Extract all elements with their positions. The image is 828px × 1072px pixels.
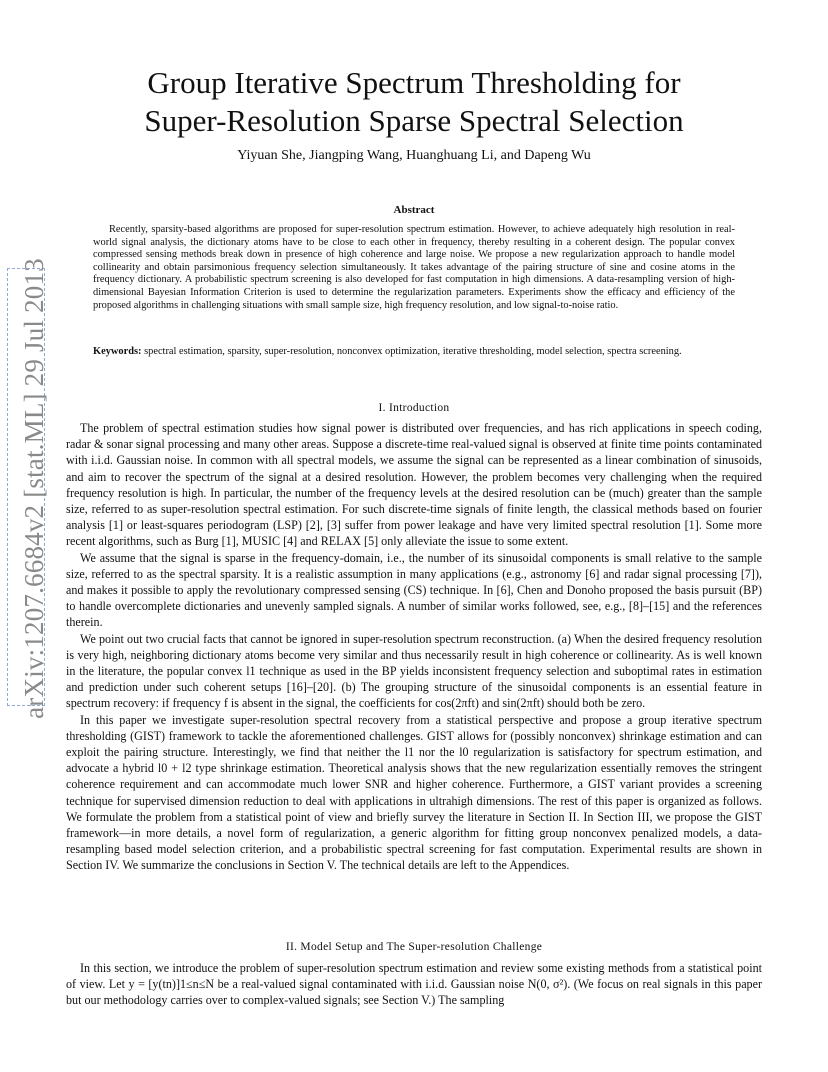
title-line-2: Super-Resolution Sparse Spectral Selection — [144, 103, 684, 138]
author-list: Yiyuan She, Jiangping Wang, Huanghuang Li, and Dapeng Wu — [237, 148, 591, 163]
keywords-text: spectral estimation, sparsity, super-resolution, nonconvex optimization, iterative thresholding, model selection, spectra screening. — [144, 346, 682, 357]
intro-paragraph-2: We assume that the signal is sparse in the frequency-domain, i.e., the number of its sinusoidal components is small relative to the sample size, referred to as the spectral sparsity. It is a realistic assumption in many applications (e.g., astronomy [6] and radar signal processing [7]), and makes it possible to apply the revolutionary compressed sensing (CS) technique. In [6], Chen and Donoho proposed the basis pursuit (BP) to handle overcomplete dictionaries and unevenly sampled signals. A number of similar works followed, see, e.g., [8]–[15] and the references therein. — [66, 550, 762, 630]
keywords — [93, 346, 735, 359]
abstract-text: Recently, sparsity-based algorithms are proposed for super-resolution spectrum estimation. However, to achieve adequately high resolution in real-world signal analysis, the dictionary atoms have to be close to each other in frequency, thereby resulting in a coherent design. The popular convex compressed sensing methods break down in presence of high coherence and large noise. We propose a new regularization approach to handle model collinearity and obtain parsimonious frequency selection simultaneously. It takes advantage of the pairing structure of sine and cosine atoms in the frequency dictionary. A probabilistic spectrum screening is also developed for fast computation in high dimensions. A data-resampling version of high-dimensional Bayesian Information Criterion is used to determine the regularization parameters. Experiments show the efficacy and efficiency of the proposed algorithms in challenging situations with small sample size, high frequency resolution, and low signal-to-noise ratio. — [93, 224, 735, 311]
paper-title — [66, 64, 762, 140]
intro-paragraph-4: In this paper we investigate super-resolution spectral recovery from a statistical perspective and propose a group iterative spectrum thresholding (GIST) framework to tackle the aforementioned challenges. GIST allows for (possibly nonconvex) shrinkage estimation and can exploit the pairing structure. Interestingly, we find that neither the l1 nor the l0 regularization is satisfactory for spectrum estimation, and advocate a hybrid l0 + l2 type shrinkage estimation. Theoretical analysis shows that the new regularization essentially removes the stringent coherence requirement and can accommodate much lower SNR and higher coherence. Furthermore, a GIST variant provides a screening technique for supervised dimension reduction to deal with applications in ultrahigh dimensions. The rest of this paper is organized as follows. We formulate the problem from a statistical point of view and briefly survey the literature in Section II. In Section III, we propose the GIST framework—in more details, a novel form of regularization, a generic algorithm for fitting group nonconvex penalized models, a data-resampling based model selection criterion, and a probabilistic spectral screening for fast computation. Experimental results are shown in Section IV. We summarize the conclusions in Section V. The technical details are left to the Appendices. — [66, 712, 762, 873]
intro-paragraph-1: The problem of spectral estimation studies how signal power is distributed over frequencies, and has rich applications in speech coding, radar & sonar signal processing and many other areas. Suppose a discrete-time real-valued signal is observed at finite time points contaminated with i.i.d. Gaussian noise. In common with all spectral models, we assume the signal can be represented as a linear combination of sinusoids, and aim to recover the spectrum of the signal at a desired resolution. However, the problem becomes very challenging when the required frequency resolution is high. In particular, the number of the frequency levels at the desired resolution can be (much) greater than the sample size, referred to as super-resolution spectral estimation. For such discrete-time signals of finite length, the classical methods based on fourier analysis [1] or least-squares periodogram (LSP) [2], [3] suffer from power leakage and have very limited spectral resolution [1]. Some more recent algorithms, such as Burg [1], MUSIC [4] and RELAX [5] only alleviate the issue to some extent. — [66, 421, 762, 549]
arxiv-stamp[interactable] — [14, 257, 54, 719]
section-heading-model-setup: II. Model Setup and The Super-resolution Challenge — [285, 941, 543, 953]
model-setup-paragraph-1: In this section, we introduce the problem of super-resolution spectrum estimation and review some existing methods from a statistical point of view. Let y = [y(tn)]1≤n≤N be a real-valued signal contaminated with i.i.d. Gaussian noise N(0, σ²). (We focus on real signals in this paper but our methodology carries over to complex-valued signals; see Section V.) The sampling — [66, 961, 762, 1008]
intro-paragraph-3: We point out two crucial facts that cannot be ignored in super-resolution spectrum reconstruction. (a) When the desired frequency resolution is very high, neighboring dictionary atoms become very similar and thus necessarily result in high coherence or collinearity. As is well known in the literature, the popular convex l1 technique as used in the BP yields inconsistent frequency selection and suboptimal rates in estimation and prediction under such coherent setups [16]–[20]. (b) The grouping structure of the sinusoidal components is an essential feature in spectrum recovery: if frequency f is absent in the signal, the coefficients for cos(2πft) and sin(2πft) should both be zero. — [66, 631, 762, 711]
arxiv-id-label: arXiv:1207.6684v2 [stat.ML] 29 Jul 2013 — [18, 257, 49, 719]
keywords-label: Keywords: — [93, 346, 142, 357]
section-heading-introduction: I. Introduction — [378, 402, 450, 414]
abstract-heading: Abstract — [393, 204, 435, 216]
model-setup-body — [66, 960, 762, 1009]
introduction-body — [66, 420, 762, 874]
title-line-1: Group Iterative Spectrum Thresholding for — [147, 65, 681, 100]
